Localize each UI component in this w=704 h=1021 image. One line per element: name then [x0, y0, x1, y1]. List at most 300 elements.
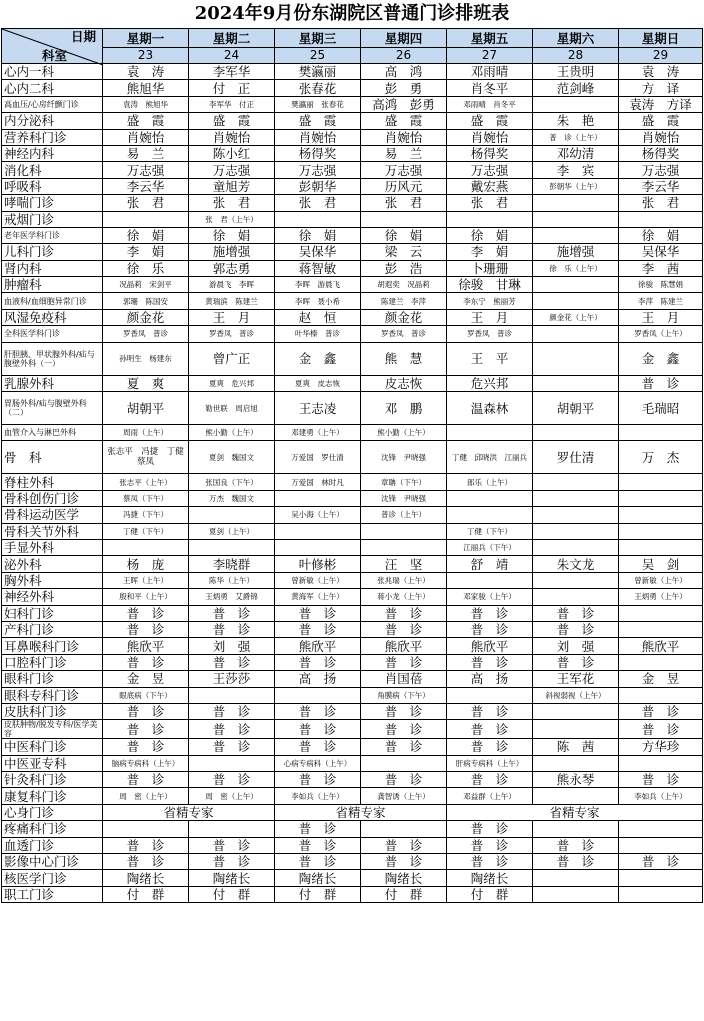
- schedule-cell: 邓益群（上午）: [447, 788, 533, 804]
- schedule-cell: 省精专家: [275, 804, 447, 820]
- dept-cell: 康复科门诊: [2, 788, 103, 804]
- schedule-cell: 盛 霞: [275, 113, 361, 129]
- schedule-cell: 普 诊: [103, 621, 189, 637]
- schedule-cell: 付 正: [189, 80, 275, 96]
- date-header: 26: [361, 48, 447, 64]
- schedule-cell: 杨 庞: [103, 556, 189, 572]
- schedule-cell: 肖婉怡: [103, 129, 189, 145]
- schedule-cell: [619, 870, 703, 886]
- schedule-cell: 普 诊: [361, 621, 447, 637]
- schedule-cell: 普 诊: [275, 621, 361, 637]
- schedule-cell: 万志强: [361, 162, 447, 178]
- schedule-cell: 普 诊: [361, 720, 447, 739]
- schedule-cell: [533, 227, 619, 243]
- schedule-cell: 张 君: [189, 195, 275, 211]
- table-row: [2, 178, 703, 194]
- schedule-cell: 丁健（下午）: [447, 523, 533, 539]
- schedule-cell: 普 诊（上午）: [533, 129, 619, 145]
- schedule-cell: 万志强: [447, 162, 533, 178]
- schedule-cell: 梁 云: [361, 244, 447, 260]
- schedule-cell: [619, 474, 703, 490]
- schedule-cell: 徐 乐: [103, 260, 189, 276]
- schedule-cell: 邓雨晴: [447, 64, 533, 80]
- schedule-cell: 罗香凤（上午）: [619, 326, 703, 342]
- schedule-cell: 普 诊: [275, 605, 361, 621]
- dept-cell: 皮肤肿物/脱发专科/医学美容: [2, 720, 103, 739]
- table-row: [2, 293, 703, 309]
- schedule-cell: 普 诊: [103, 703, 189, 719]
- schedule-cell: 万志强: [275, 162, 361, 178]
- schedule-cell: 普 诊: [189, 605, 275, 621]
- schedule-cell: [275, 687, 361, 703]
- dept-cell: 心身门诊: [2, 804, 103, 820]
- dept-cell: 内分泌科: [2, 113, 103, 129]
- schedule-cell: 袁 涛: [103, 64, 189, 80]
- schedule-cell: 陈小红: [189, 145, 275, 161]
- dept-cell: 肿瘤科: [2, 277, 103, 293]
- schedule-cell: 普 诊: [189, 837, 275, 853]
- schedule-cell: [189, 507, 275, 523]
- schedule-cell: 朱 艳: [533, 113, 619, 129]
- schedule-cell: 普 诊: [189, 854, 275, 870]
- schedule-cell: 黄海军（上午）: [275, 589, 361, 605]
- schedule-cell: 肖婉怡: [447, 129, 533, 145]
- header-row: [2, 29, 703, 48]
- schedule-cell: 普 诊: [361, 772, 447, 788]
- schedule-cell: 普 诊: [103, 837, 189, 853]
- schedule-cell: 熊小勤（上午）: [189, 425, 275, 441]
- schedule-cell: 普 诊: [275, 772, 361, 788]
- table-row: [2, 309, 703, 325]
- schedule-cell: 心病专病科（上午）: [275, 755, 361, 771]
- table-row: [2, 772, 703, 788]
- schedule-cell: 普 诊: [619, 772, 703, 788]
- schedule-cell: [189, 539, 275, 555]
- schedule-cell: 熊欣平: [361, 638, 447, 654]
- schedule-cell: [361, 539, 447, 555]
- schedule-cell: 徐 娟: [189, 227, 275, 243]
- dept-cell: 风湿免疫科: [2, 309, 103, 325]
- schedule-cell: 普 诊: [189, 739, 275, 755]
- schedule-cell: 邓建勇（上午）: [275, 425, 361, 441]
- schedule-cell: [533, 277, 619, 293]
- schedule-cell: 普 诊: [189, 703, 275, 719]
- schedule-cell: 张 君: [103, 195, 189, 211]
- schedule-cell: 李 娟: [103, 244, 189, 260]
- schedule-cell: 张 君: [619, 195, 703, 211]
- schedule-cell: 曾新敏（上午）: [275, 572, 361, 588]
- schedule-cell: 邓家骏（上午）: [447, 589, 533, 605]
- schedule-cell: 李军华 付正: [189, 96, 275, 112]
- schedule-cell: [533, 375, 619, 391]
- schedule-cell: 熊永琴: [533, 772, 619, 788]
- schedule-cell: 张志平 冯捷 丁健 蔡凤: [103, 441, 189, 474]
- schedule-cell: 付 群: [361, 886, 447, 902]
- schedule-cell: [447, 507, 533, 523]
- schedule-cell: 王贵明: [533, 64, 619, 80]
- table-row: [2, 490, 703, 506]
- table-row: [2, 556, 703, 572]
- schedule-cell: 普 诊: [275, 821, 361, 837]
- schedule-cell: 普 诊: [533, 654, 619, 670]
- table-row: [2, 589, 703, 605]
- schedule-cell: 普 诊: [619, 854, 703, 870]
- date-header: 24: [189, 48, 275, 64]
- schedule-cell: 危兴邦: [447, 375, 533, 391]
- schedule-cell: 普 诊: [189, 720, 275, 739]
- schedule-cell: 陈 茜: [533, 739, 619, 755]
- schedule-cell: 普 诊: [447, 854, 533, 870]
- schedule-cell: 李军华: [189, 64, 275, 80]
- table-row: [2, 638, 703, 654]
- schedule-cell: 舒 靖: [447, 556, 533, 572]
- dept-cell: 产科门诊: [2, 621, 103, 637]
- schedule-cell: [361, 211, 447, 227]
- schedule-cell: 普 诊: [447, 703, 533, 719]
- schedule-cell: 赵 恒: [275, 309, 361, 325]
- schedule-cell: 陶绪长: [361, 870, 447, 886]
- schedule-cell: 吴保华: [275, 244, 361, 260]
- schedule-cell: [533, 211, 619, 227]
- table-row: [2, 227, 703, 243]
- schedule-cell: 李 宾: [533, 162, 619, 178]
- schedule-cell: 殷和平（上午）: [103, 589, 189, 605]
- schedule-cell: [275, 211, 361, 227]
- schedule-cell: [533, 474, 619, 490]
- schedule-cell: 袁涛 熊旭华: [103, 96, 189, 112]
- dept-cell: 胃肠外科/疝与腹壁外科（二）: [2, 392, 103, 425]
- schedule-cell: 陈华（上午）: [189, 572, 275, 588]
- schedule-cell: 李晖 聂小希: [275, 293, 361, 309]
- schedule-cell: 普 诊: [275, 654, 361, 670]
- dept-cell: 乳腺外科: [2, 375, 103, 391]
- schedule-cell: 付 群: [189, 886, 275, 902]
- schedule-cell: 普 诊: [189, 654, 275, 670]
- schedule-cell: 胡朝平: [103, 392, 189, 425]
- table-row: [2, 80, 703, 96]
- schedule-cell: [447, 687, 533, 703]
- schedule-cell: 王莎莎: [189, 671, 275, 687]
- schedule-cell: 杨得奖: [275, 145, 361, 161]
- schedule-cell: 徐骏 陈慧娟: [619, 277, 703, 293]
- schedule-cell: [447, 572, 533, 588]
- schedule-cell: [619, 654, 703, 670]
- schedule-cell: 易 兰: [361, 145, 447, 161]
- schedule-cell: 邓 鹏: [361, 392, 447, 425]
- schedule-cell: 范剑峰: [533, 80, 619, 96]
- schedule-cell: 普 诊: [189, 621, 275, 637]
- schedule-cell: 樊瀛丽: [275, 64, 361, 80]
- schedule-cell: 易 兰: [103, 145, 189, 161]
- schedule-cell: 刘 强: [533, 638, 619, 654]
- dept-cell: 肾内科: [2, 260, 103, 276]
- schedule-cell: 金 鑫: [619, 342, 703, 375]
- dept-cell: 中医科门诊: [2, 739, 103, 755]
- schedule-cell: 付 群: [275, 886, 361, 902]
- dept-cell: 泌外科: [2, 556, 103, 572]
- schedule-cell: 普 诊: [361, 837, 447, 853]
- schedule-cell: 万爱国 林时凡: [275, 474, 361, 490]
- schedule-cell: 普 诊: [361, 854, 447, 870]
- schedule-cell: 周雨（上午）: [103, 425, 189, 441]
- dept-cell: 口腔科门诊: [2, 654, 103, 670]
- schedule-cell: 邓幼清: [533, 145, 619, 161]
- schedule-cell: 盛 霞: [361, 113, 447, 129]
- schedule-cell: 陶绪长: [103, 870, 189, 886]
- schedule-cell: 夏 爽: [103, 375, 189, 391]
- dept-cell: 血管介入与淋巴外科: [2, 425, 103, 441]
- schedule-cell: 金 鑫: [275, 342, 361, 375]
- schedule-cell: 普 诊: [361, 605, 447, 621]
- schedule-cell: 蒋小龙（上午）: [361, 589, 447, 605]
- schedule-cell: [103, 821, 189, 837]
- schedule-cell: 盛 霞: [447, 113, 533, 129]
- weekday-header: 星期五: [447, 29, 533, 48]
- dept-cell: 心内二科: [2, 80, 103, 96]
- schedule-cell: 颜金花（上午）: [533, 309, 619, 325]
- schedule-cell: 吴保华: [619, 244, 703, 260]
- schedule-cell: 万杰 魏国文: [189, 490, 275, 506]
- schedule-cell: 普 诊: [447, 837, 533, 853]
- schedule-cell: 肖婉怡: [361, 129, 447, 145]
- schedule-cell: 万 杰: [619, 441, 703, 474]
- schedule-cell: 冯捷（下午）: [103, 507, 189, 523]
- schedule-cell: [533, 293, 619, 309]
- date-row: [2, 48, 703, 64]
- schedule-cell: 李云华: [103, 178, 189, 194]
- table-row: [2, 621, 703, 637]
- schedule-cell: 袁 涛: [619, 64, 703, 80]
- schedule-cell: [619, 621, 703, 637]
- schedule-cell: 杨得奖: [619, 145, 703, 161]
- schedule-cell: 肖婉怡: [189, 129, 275, 145]
- schedule-cell: 颜金花: [361, 309, 447, 325]
- schedule-cell: 普 诊: [447, 621, 533, 637]
- schedule-cell: 温森林: [447, 392, 533, 425]
- schedule-cell: 普 诊: [103, 739, 189, 755]
- table-row: [2, 671, 703, 687]
- dept-cell: 营养科门诊: [2, 129, 103, 145]
- schedule-cell: 普 诊: [619, 375, 703, 391]
- schedule-cell: 万志强: [189, 162, 275, 178]
- table-row: [2, 244, 703, 260]
- schedule-cell: 高 鸿: [361, 64, 447, 80]
- schedule-cell: 张春花: [275, 80, 361, 96]
- schedule-cell: 普 诊: [275, 854, 361, 870]
- dept-cell: 骨科关节外科: [2, 523, 103, 539]
- schedule-cell: [619, 687, 703, 703]
- dept-cell: 疼痛科门诊: [2, 821, 103, 837]
- schedule-cell: 普 诊: [533, 837, 619, 853]
- schedule-cell: 江丽兵（下午）: [447, 539, 533, 555]
- dept-cell: 心内一科: [2, 64, 103, 80]
- table-row: [2, 654, 703, 670]
- schedule-cell: [533, 589, 619, 605]
- schedule-cell: 王军花: [533, 671, 619, 687]
- table-row: [2, 539, 703, 555]
- schedule-cell: 李晖 游晨飞: [275, 277, 361, 293]
- table-row: [2, 96, 703, 112]
- dept-cell: 老年医学科门诊: [2, 227, 103, 243]
- schedule-cell: [533, 342, 619, 375]
- schedule-cell: 周 密（上午）: [103, 788, 189, 804]
- dept-cell: 高血压/心房纤颤门诊: [2, 96, 103, 112]
- schedule-cell: 熊旭华: [103, 80, 189, 96]
- schedule-cell: 金 昱: [103, 671, 189, 687]
- schedule-cell: 龚智诱（上午）: [361, 788, 447, 804]
- schedule-cell: 普诊（上午）: [361, 507, 447, 523]
- schedule-cell: 普 诊: [103, 605, 189, 621]
- schedule-cell: 曾新敏（上午）: [619, 572, 703, 588]
- dept-cell: 消化科: [2, 162, 103, 178]
- schedule-cell: 普 诊: [447, 739, 533, 755]
- dept-cell: 眼科门诊: [2, 671, 103, 687]
- schedule-cell: 普 诊: [533, 605, 619, 621]
- schedule-cell: 高鸿 彭勇: [361, 96, 447, 112]
- dept-cell: 脊柱外科: [2, 474, 103, 490]
- schedule-cell: 熊小勤（上午）: [361, 425, 447, 441]
- dept-cell: 核医学门诊: [2, 870, 103, 886]
- weekday-header: 星期四: [361, 29, 447, 48]
- schedule-cell: 张 君（上午）: [189, 211, 275, 227]
- table-row: [2, 425, 703, 441]
- table-row: [2, 129, 703, 145]
- schedule-cell: 高 扬: [447, 671, 533, 687]
- schedule-cell: 王 平: [447, 342, 533, 375]
- table-row: [2, 64, 703, 80]
- schedule-cell: 普 诊: [361, 703, 447, 719]
- schedule-cell: 王 月: [447, 309, 533, 325]
- schedule-cell: 万志强: [103, 162, 189, 178]
- schedule-cell: 付 群: [103, 886, 189, 902]
- schedule-cell: 郭志勇: [189, 260, 275, 276]
- schedule-cell: 普 诊: [103, 720, 189, 739]
- dept-cell: 呼吸科: [2, 178, 103, 194]
- schedule-cell: 普 诊: [361, 654, 447, 670]
- schedule-cell: 李晓群: [189, 556, 275, 572]
- schedule-cell: 徐 娟: [103, 227, 189, 243]
- date-header: 29: [619, 48, 703, 64]
- table-row: [2, 886, 703, 902]
- schedule-cell: [533, 425, 619, 441]
- schedule-cell: [189, 687, 275, 703]
- schedule-cell: [533, 870, 619, 886]
- schedule-cell: 王炳勇 艾爵锦: [189, 589, 275, 605]
- schedule-cell: [619, 755, 703, 771]
- schedule-cell: 刘 强: [189, 638, 275, 654]
- schedule-cell: 肖冬平: [447, 80, 533, 96]
- schedule-cell: [189, 755, 275, 771]
- schedule-cell: 普 诊: [189, 772, 275, 788]
- table-row: [2, 821, 703, 837]
- weekday-header: 星期二: [189, 29, 275, 48]
- dept-cell: 神经外科: [2, 589, 103, 605]
- schedule-cell: 夏爽 皮志恢: [275, 375, 361, 391]
- schedule-cell: 戴宏燕: [447, 178, 533, 194]
- dept-cell: 血液科/血细胞异常门诊: [2, 293, 103, 309]
- schedule-cell: 徐 娟: [275, 227, 361, 243]
- dept-cell: 全科医学科门诊: [2, 326, 103, 342]
- schedule-cell: [533, 507, 619, 523]
- schedule-cell: [533, 490, 619, 506]
- dept-cell: 皮肤科门诊: [2, 703, 103, 719]
- schedule-cell: [619, 211, 703, 227]
- dept-cell: 肝胆胰、甲状腺外科/疝与腹壁外科（一）: [2, 342, 103, 375]
- schedule-cell: 李如兵（上午）: [275, 788, 361, 804]
- schedule-cell: 徐 娟: [619, 227, 703, 243]
- schedule-cell: 金 昱: [619, 671, 703, 687]
- schedule-cell: [619, 821, 703, 837]
- schedule-cell: 施增强: [189, 244, 275, 260]
- schedule-cell: 邓雨晴 肖冬平: [447, 96, 533, 112]
- schedule-cell: 王炳勇（上午）: [619, 589, 703, 605]
- schedule-cell: 胡遐奕 况晶莉: [361, 277, 447, 293]
- schedule-cell: [619, 886, 703, 902]
- schedule-cell: 方华珍: [619, 739, 703, 755]
- table-row: [2, 870, 703, 886]
- schedule-cell: 陈建兰 李萍: [361, 293, 447, 309]
- schedule-cell: 普 诊: [447, 654, 533, 670]
- schedule-cell: 普 诊: [619, 703, 703, 719]
- date-header: 25: [275, 48, 361, 64]
- schedule-cell: [533, 523, 619, 539]
- schedule-cell: [533, 326, 619, 342]
- schedule-cell: [533, 821, 619, 837]
- schedule-cell: 肝病专病科（上午）: [447, 755, 533, 771]
- schedule-cell: 普 诊: [447, 720, 533, 739]
- schedule-cell: 曾广正: [189, 342, 275, 375]
- schedule-cell: 盛 霞: [619, 113, 703, 129]
- schedule-cell: 吴小海（上午）: [275, 507, 361, 523]
- schedule-cell: 汪 坚: [361, 556, 447, 572]
- table-row: [2, 507, 703, 523]
- schedule-cell: 脑病专病科（上午）: [103, 755, 189, 771]
- schedule-cell: 罗香凤 普诊: [447, 326, 533, 342]
- schedule-cell: 徐骏 甘琳: [447, 277, 533, 293]
- dept-cell: 骨科创伤门诊: [2, 490, 103, 506]
- schedule-cell: 章聃（下午）: [361, 474, 447, 490]
- schedule-cell: 袁涛 方译: [619, 96, 703, 112]
- schedule-cell: 杨得奖: [447, 145, 533, 161]
- schedule-cell: 徐 娟: [447, 227, 533, 243]
- schedule-table: [1, 28, 703, 903]
- schedule-cell: 彭 勇: [361, 80, 447, 96]
- schedule-cell: 黄瑞滨 陈建兰: [189, 293, 275, 309]
- table-row: [2, 788, 703, 804]
- dept-cell: 手显外科: [2, 539, 103, 555]
- schedule-cell: 普 诊: [275, 739, 361, 755]
- schedule-cell: 勒世联 周启旭: [189, 392, 275, 425]
- schedule-cell: 方 译: [619, 80, 703, 96]
- schedule-cell: 樊瀛丽 张春花: [275, 96, 361, 112]
- schedule-cell: [447, 490, 533, 506]
- date-header: 23: [103, 48, 189, 64]
- dept-cell: 骨 科: [2, 441, 103, 474]
- table-row: [2, 195, 703, 211]
- table-row: [2, 837, 703, 853]
- schedule-cell: 熊 慧: [361, 342, 447, 375]
- schedule-cell: 皮志恢: [361, 375, 447, 391]
- schedule-cell: 王 月: [189, 309, 275, 325]
- schedule-cell: 李 娟: [447, 244, 533, 260]
- schedule-cell: 沈锋 尹晓强: [361, 490, 447, 506]
- date-header: 28: [533, 48, 619, 64]
- schedule-cell: 普 诊: [533, 854, 619, 870]
- schedule-cell: 历风元: [361, 178, 447, 194]
- schedule-cell: 张国良（下午）: [189, 474, 275, 490]
- schedule-cell: 蔡凤（下午）: [103, 490, 189, 506]
- schedule-cell: [447, 211, 533, 227]
